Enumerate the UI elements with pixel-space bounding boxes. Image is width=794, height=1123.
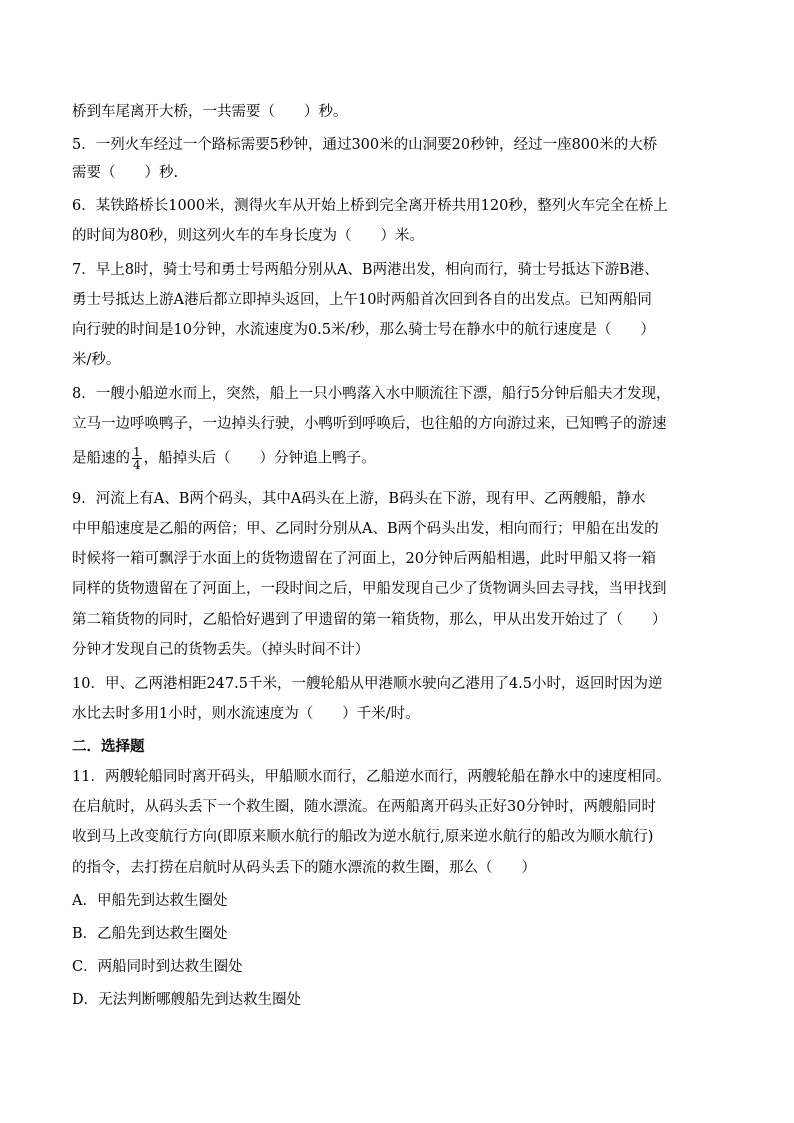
option-c: C．两船同时到达救生圈处 [72,959,243,975]
fraction-numerator: 1 [133,445,141,459]
q11-line-2: 在启航时，从码头丢下一个救生圈，随水漂流。在两船离开码头正好30分钟时，两艘船同时 [72,799,656,815]
q8-line-2: 立马一边呼唤鸭子，一边掉头行驶，小鸭听到呼唤后，也往船的方向游过来，已知鸭子的游速 [72,416,667,432]
q8-prefix: 是船速的 [72,450,130,467]
q9-line-2: 中甲船速度是乙船的两倍；甲、乙同时分别从A、B两个码头出发，相向而行；甲船在出发的 [72,521,659,537]
q11-line-3: 收到马上改变航行方向(即原来顺水航行的船改为逆水航行,原来逆水航行的船改为顺水航行) [72,829,654,845]
option-d: D．无法判断哪艘船先到达救生圈处 [72,992,302,1008]
q7-line-4: 米/秒。 [72,352,121,368]
q10-line-2: 水比去时多用1小时，则水流速度为（ ）千米/时。 [72,706,420,722]
q5-line-1: 5．一列火车经过一个路标需要5秒钟，通过300米的山洞要20秒钟，经过一座800米的大桥 [72,137,658,153]
q9-line-6: 分钟才发现自己的货物丢失。（掉头时间不计） [72,642,370,658]
q7-line-1: 7．早上8时，骑士号和勇士号两船分别从A、B两港出发，相向而行，骑士号抵达下游B港、 [72,262,659,278]
q5-line-2: 需要（ ）秒. [72,165,179,181]
option-b: B．乙船先到达救生圈处 [72,926,228,942]
q11-line-1: 11．两艘轮船同时离开码头，甲船顺水而行，乙船逆水而行，两艘轮船在静水中的速度相同。 [72,769,671,785]
q10-line-1: 10．甲、乙两港相距247.5千米，一艘轮船从甲港顺水驶向乙港用了4.5小时，返回时因为逆 [72,676,663,692]
q11-line-4: 的指令，去打捞在启航时从码头丢下的随水漂流的救生圈，那么（ ） [72,860,536,876]
q9-line-1: 9．河流上有A、B两个码头，其中A码头在上游，B码头在下游，现有甲、乙两艘船，静水 [72,491,646,507]
option-a: A．甲船先到达救生圈处 [72,893,228,909]
q9-line-3: 时候将一箱可飘浮于水面上的货物遗留在了河面上，20分钟后两船相遇，此时甲船又将一箱 [72,551,656,567]
q6-line-1: 6．某铁路桥长1000米，测得火车从开始上桥到完全离开桥共用120秒，整列火车完全在桥上 [72,198,668,214]
q8-line-1: 8．一艘小船逆水而上，突然，船上一只小鸭落入水中顺流往下漂，船行5分钟后船夫才发现， [72,386,671,402]
q9-line-4: 同样的货物遗留在了河面上，一段时间之后，甲船发现自己少了货物调头回去寻找，当甲找到 [72,581,667,597]
q7-line-2: 勇士号抵达上游A港后都立即掉头返回，上午10时两船首次回到各自的出发点。已知两船同 [72,292,652,308]
q4-tail: 桥到车尾离开大桥，一共需要（ ）秒。 [72,104,348,120]
section-heading-choice: 二．选择题 [72,739,145,755]
q8-line-3 [72,446,376,471]
q6-line-2: 的时间为80秒，则这列火车的车身长度为（ ）米。 [72,228,424,244]
fraction-denominator: 4 [133,458,141,472]
q9-line-5: 第二箱货物的同时，乙船恰好遇到了甲遗留的第一箱货物，那么，甲从出发开始过了（ ） [72,612,667,628]
fraction-one-quarter [132,446,142,471]
q7-line-3: 向行驶的时间是10分钟，水流速度为0.5米/秒，那么骑士号在静水中的航行速度是（ ） [72,322,655,338]
q8-suffix: ，船掉头后（ ）分钟追上鸭子。 [143,450,376,467]
